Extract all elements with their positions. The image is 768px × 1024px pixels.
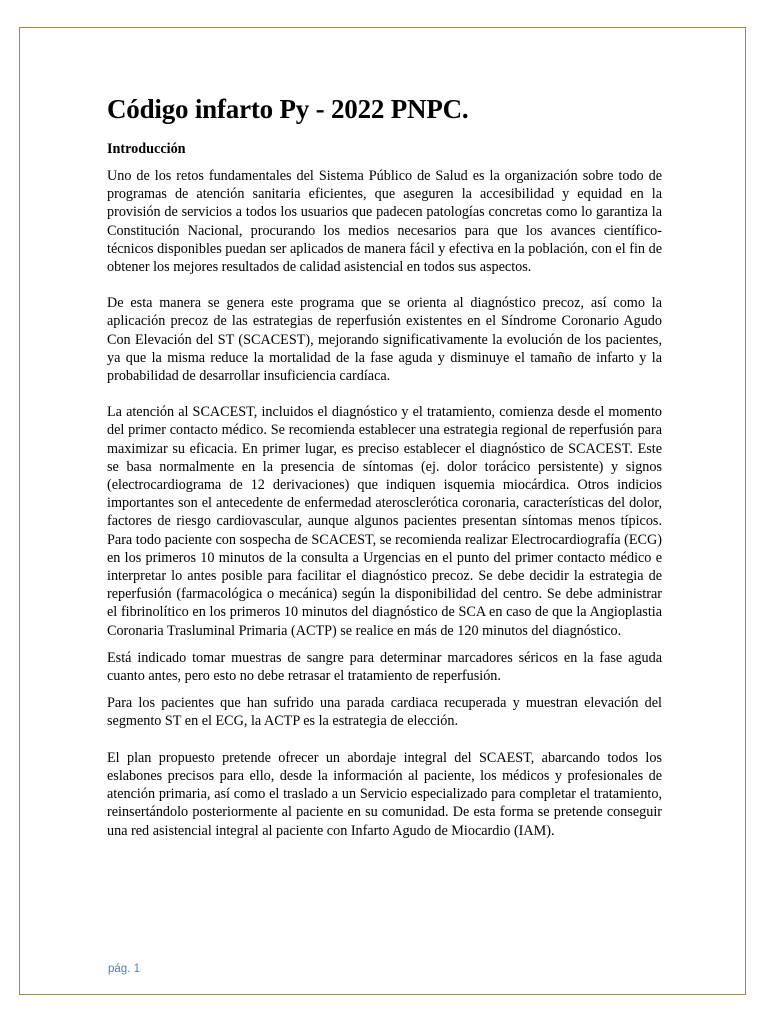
document-body — [107, 92, 662, 840]
paragraph: Para los pacientes que han sufrido una parada cardiaca recuperada y muestran elevación del segmento ST en el ECG, la ACTP es la estrategia de elección. — [107, 695, 662, 730]
document-title: Código infarto Py - 2022 PNPC. — [107, 94, 469, 124]
paragraph: De esta manera se genera este programa que se orienta al diagnóstico precoz, así como la aplicación precoz de las estrategias de reperfusión existentes en el Síndrome Coronario Agudo Con Elevación del ST (SCACEST), mejorando significativamente la evolución de los pacientes, ya que la misma reduce la mortalidad de la fase aguda y disminuye el tamaño de infarto y la probabilidad de desarrollar insuficiencia cardíaca. — [107, 295, 662, 385]
section-heading: Introducción — [107, 141, 186, 157]
paragraph: El plan propuesto pretende ofrecer un abordaje integral del SCAEST, abarcando todos los eslabones precisos para ello, desde la información al paciente, los médicos y profesionales de atención primaria, así como el traslado a un Servicio especializado para completar el tratamiento, reinsertándolo posteriormente al paciente en su comunidad. De esta forma se pretende conseguir una red asistencial integral al paciente con Infarto Agudo de Miocardio (IAM). — [107, 749, 662, 839]
paragraph: La atención al SCACEST, incluidos el diagnóstico y el tratamiento, comienza desde el momento del primer contacto médico. Se recomienda establecer una estrategia regional de reperfusión para maximizar su eficacia. En primer lugar, es preciso establecer el diagnóstico de SCACEST. Este se basa normalmente en la presencia de síntomas (ej. dolor torácico persistente) y signos (electrocardiograma de 12 derivaciones) que indiquen isquemia miocárdica. Otros indicios importantes son el antecedente de enfermedad aterosclerótica coronaria, características del dolor, factores de riesgo cardiovascular, aunque algunos pacientes presentan síntomas menos típicos. Para todo paciente con sospecha de SCACEST, se recomienda realizar Electrocardiografía (ECG) en los primeros 10 minutos de la consulta a Urgencias en el punto del primer contacto médico e interpretar lo antes posible para facilitar el diagnóstico precoz. Se debe decidir la estrategia de reperfusión (farmacológica o mecánica) según la disponibilidad del centro. Se debe administrar el fibrinolítico en los primeros 10 minutos del diagnóstico de SCA en caso de que la Angioplastia Coronaria Trasluminal Primaria (ACTP) se realice en más de 120 minutos del diagnóstico. — [107, 404, 662, 639]
paragraph: Está indicado tomar muestras de sangre para determinar marcadores séricos en la fase aguda cuanto antes, pero esto no debe retrasar el tratamiento de reperfusión. — [107, 649, 662, 685]
paragraph: Uno de los retos fundamentales del Sistema Público de Salud es la organización sobre todo de programas de atención sanitaria eficientes, que aseguren la accesibilidad y equidad en la provisión de servicios a todos los usuarios que padecen patologías concretas como lo garantiza la Constitución Nacional, procurando los medios necesarios para que los avances científico-técnicos disponibles puedan ser aplicados de manera fácil y efectiva en la población, con el fin de obtener los mejores resultados de calidad asistencial en todos sus aspectos. — [107, 168, 662, 276]
page-number: pág. 1 — [108, 963, 140, 975]
